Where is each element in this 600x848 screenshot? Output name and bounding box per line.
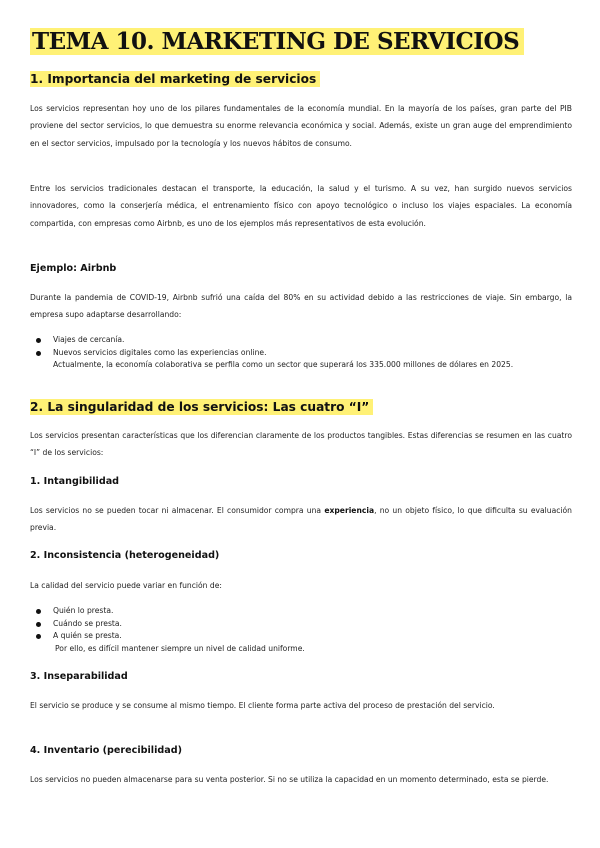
list-item: Quién lo presta. bbox=[30, 605, 572, 618]
example-paragraph: Durante la pandemia de COVID-19, Airbnb sufrió una caída del 80% en su actividad debido a las restricciones de viaje. Sin embargo, la empresa supo adaptarse desarrollando: bbox=[30, 293, 572, 320]
intangibility-text: Los servicios no se pueden tocar ni almacenar. El consumidor compra una experiencia, no un objeto físico, lo que dificulta su evaluación previa. bbox=[30, 506, 572, 533]
section1-heading: 1. Importancia del marketing de servicios bbox=[30, 69, 320, 89]
inseparability-heading: 3. Inseparabilidad bbox=[30, 671, 128, 682]
bullet-note: Actualmente, la economía colaborativa se perfila como un sector que superará los 335.000 millones de dólares en 2025. bbox=[53, 360, 514, 369]
example-heading: Ejemplo: Airbnb bbox=[30, 263, 117, 274]
list-item: Nuevos servicios digitales como las experiencias online. bbox=[30, 347, 572, 360]
list-item: Cuándo se presta. bbox=[30, 618, 572, 631]
list-item: A quién se presta. bbox=[30, 630, 572, 643]
section2-intro: Los servicios presentan características que los diferencian claramente de los productos tangibles. Estas diferencias se resumen en las cuatro “I” de los servicios: bbox=[30, 431, 572, 458]
inventory-text: Los servicios no pueden almacenarse para su venta posterior. Si no se utiliza la capacidad en un momento determinado, esta se pierde. bbox=[30, 775, 549, 784]
bullet-icon bbox=[36, 351, 41, 356]
inconsistency-bullet-list bbox=[30, 605, 572, 643]
page-title: TEMA 10. MARKETING DE SERVICIOS bbox=[30, 25, 524, 59]
bullet-icon bbox=[36, 622, 41, 627]
bullet-icon bbox=[36, 338, 41, 343]
intangibility-heading: 1. Intangibilidad bbox=[30, 476, 120, 487]
inventory-heading: 4. Inventario (perecibilidad) bbox=[30, 745, 182, 756]
list-item: Viajes de cercanía. bbox=[30, 334, 572, 347]
section1-paragraph-1: Los servicios representan hoy uno de los pilares fundamentales de la economía mundial. En la mayoría de los países, gran parte del PIB proviene del sector servicios, lo que demuestra su enorme relevancia económica y social. Además, existe un gran auge del emprendimiento en el sector servicios, impulsado por la tecnología y los nuevos hábitos de consumo. bbox=[30, 104, 572, 148]
section1-paragraph-2: Entre los servicios tradicionales destacan el transporte, la educación, la salud y el turismo. A su vez, han surgido nuevos servicios innovadores, como la conserjería médica, el entrenamiento físico con apoyo tecnológico o incluso los viajes espaciales. La economía compartida, con empresas como Airbnb, es uno de los ejemplos más representativos de esta evolución. bbox=[30, 184, 572, 228]
inseparability-text: El servicio se produce y se consume al mismo tiempo. El cliente forma parte activa del proceso de prestación del servicio. bbox=[30, 701, 495, 710]
inconsistency-intro: La calidad del servicio puede variar en función de: bbox=[30, 581, 222, 590]
inconsistency-heading: 2. Inconsistencia (heterogeneidad) bbox=[30, 550, 220, 561]
section2-heading: 2. La singularidad de los servicios: Las cuatro “I” bbox=[30, 397, 373, 417]
inconsistency-note: Por ello, es difícil mantener siempre un nivel de calidad uniforme. bbox=[55, 644, 305, 653]
bullet-icon bbox=[36, 634, 41, 639]
bullet-icon bbox=[36, 609, 41, 614]
example-bullet-list bbox=[30, 334, 572, 359]
